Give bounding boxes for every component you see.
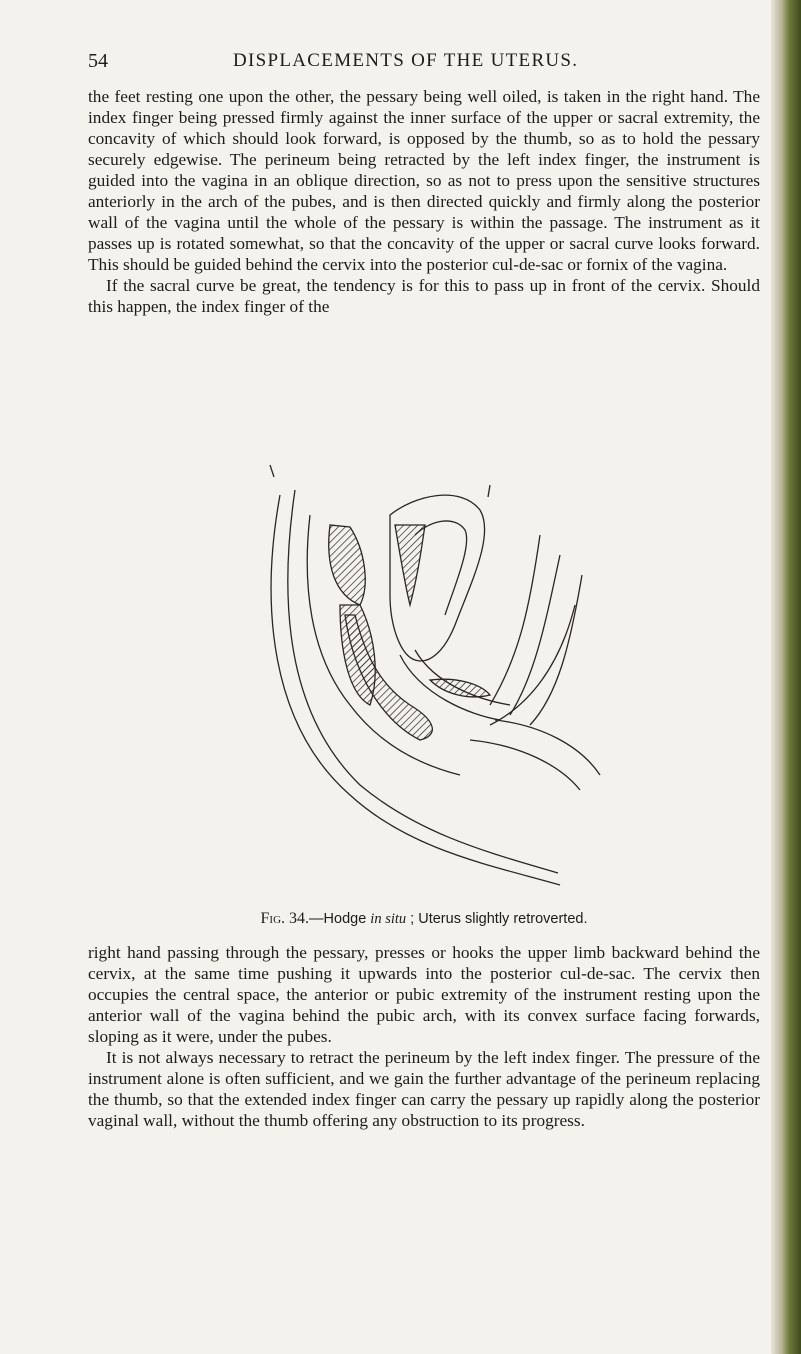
figure-label: Fig. 34. <box>260 910 310 927</box>
anatomical-drawing <box>240 455 630 903</box>
figure-illustration <box>240 455 630 903</box>
text-block-bottom <box>88 942 760 1131</box>
page-header <box>88 50 748 76</box>
caption-italic: in situ <box>370 911 407 927</box>
paragraph: the feet resting one upon the other, the pessary being well oiled, is taken in the right hand. The index finger being pressed firmly against the inner surface of the upper or sacral extremity, the concavity of which should look forward, is opposed by the thumb, so as to hold the pessary securely edgewise. The perineum being retracted by the left index finger, the instrument is guided into the vagina in an oblique direction, so as not to press upon the sensitive structures anteriorly in the arch of the pubes, and is then directed quickly and firmly along the posterior wall of the vagina until the whole of the pessary is within the passage. The instrument as it passes up is rotated somewhat, so that the concavity of the upper or sacral curve looks forward. This should be guided behind the cervix into the posterior cul-de-sac or fornix of the vagina. <box>88 87 760 274</box>
caption-dash: —Hodge <box>309 911 371 927</box>
page-number: 54 <box>88 50 108 72</box>
book-spine-edge <box>771 0 801 1354</box>
paragraph: It is not always necessary to retract the perineum by the left index finger. The pressure of the instrument alone is often sufficient, and we gain the further advantage of the perineum replacing the thumb, so that the extended index finger can carry the pessary up rapidly along the posterior vaginal wall, without the thumb offering any obstruction to its progress. <box>88 1048 760 1130</box>
text-block-top <box>88 86 760 317</box>
figure-caption <box>88 910 760 928</box>
caption-rest: ; Uterus slightly retroverted. <box>406 911 588 927</box>
paragraph: If the sacral curve be great, the tendency is for this to pass up in front of the cervix. Should this happen, the index finger of the <box>88 276 760 316</box>
running-title: DISPLACEMENTS OF THE UTERUS. <box>233 50 579 71</box>
paragraph: right hand passing through the pessary, presses or hooks the upper limb backward behind the cervix, at the same time pushing it upwards into the posterior cul-de-sac. The cervix then occupies the central space, the anterior or pubic extremity of the instrument resting upon the anterior wall of the vagina behind the pubic arch, with its convex surface facing forwards, sloping as it were, under the pubes. <box>88 943 760 1046</box>
